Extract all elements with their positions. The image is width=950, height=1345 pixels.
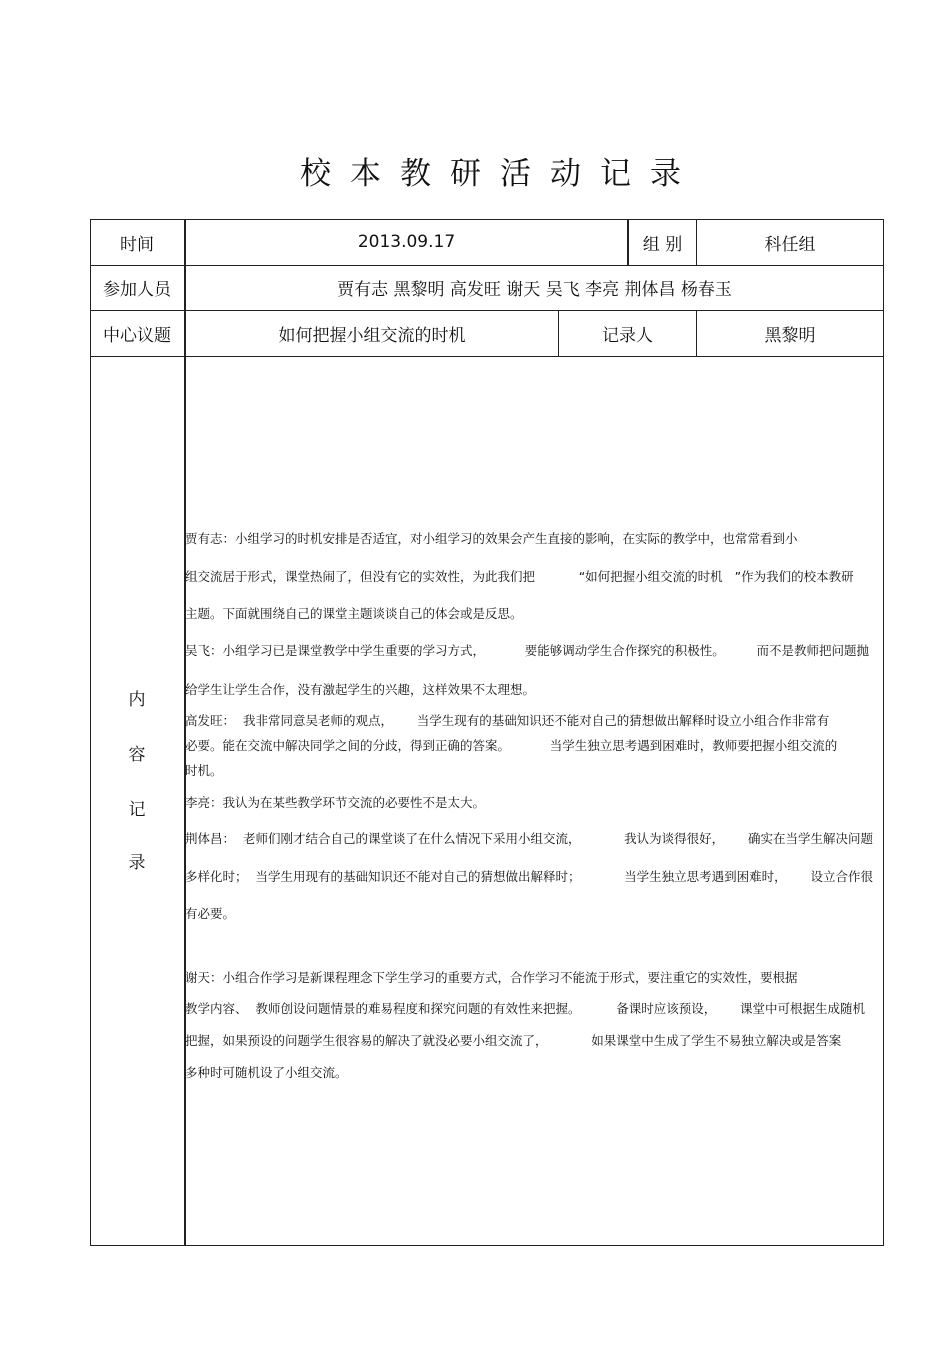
- recorder-value: 黑黎明: [764, 325, 816, 346]
- page-title: 校本教研活动记录: [300, 156, 700, 192]
- record-line: 组交流居于形式，课堂热闹了，但没有它的实效性，为此我们把 “如何把握小组交流的时机 ”作为我们的校本教研: [185, 569, 854, 584]
- record-line: 吴飞：小组学习已是课堂教学中学生重要的学习方式， 要能够调动学生合作探究的积极性。 而不是教师把问题抛: [185, 643, 870, 658]
- record-table: [90, 219, 884, 1246]
- record-line: 必要。能在交流中解决同学之间的分歧，得到正确的答案。 当学生独立思考遇到困难时，教师要把握小组交流的: [185, 738, 838, 753]
- table-border: [90, 1245, 884, 1246]
- record-line: 李亮：我认为在某些教学环节交流的必要性不是太大。: [185, 795, 486, 810]
- record-line: 教学内容、 教师创设问题情景的难易程度和探究问题的有效性来把握。 备课时应该预设， 课堂中可根据生成随机: [185, 1001, 866, 1016]
- recorder-label: 记录人: [602, 325, 653, 346]
- record-line: 多种时可随机设了小组交流。: [185, 1065, 348, 1080]
- topic-label: 中心议题: [103, 325, 171, 346]
- topic-value: 如何把握小组交流的时机: [278, 325, 466, 346]
- record-line: 荆体昌： 老师们刚才结合自己的课堂谈了在什么情况下采用小组交流， 我认为谈得很好， 确实在当学生解决问题: [185, 831, 873, 846]
- content-label-char: 录: [128, 853, 146, 873]
- group-value: 科任组: [764, 234, 816, 255]
- time-value: 2013.09.17: [357, 232, 456, 252]
- table-border: [883, 219, 884, 1246]
- record-line: 有必要。: [185, 906, 236, 921]
- record-line: 时机。: [185, 763, 223, 778]
- record-line: 把握，如果预设的问题学生很容易的解决了就没必要小组交流了， 如果课堂中生成了学生不易独立解决或是答案: [185, 1033, 842, 1048]
- content-label-char: 记: [128, 800, 146, 820]
- participants-value: 贾有志 黑黎明 高发旺 谢天 吴飞 李亮 荆体昌 杨春玉: [337, 280, 732, 300]
- record-line: 给学生让学生合作，没有激起学生的兴趣，这样效果不太理想。: [185, 682, 536, 697]
- content-label-char: 内: [128, 690, 146, 710]
- record-line: 贾有志：小组学习的时机安排是否适宜，对小组学习的效果会产生直接的影响，在实际的教学中，也常常看到小: [185, 531, 798, 546]
- table-border: [90, 219, 91, 1246]
- time-label: 时间: [120, 234, 154, 255]
- column-divider: [184, 219, 186, 1246]
- record-line: 多样化时； 当学生用现有的基础知识还不能对自己的猜想做出解释时； 当学生独立思考遇到困难时， 设立合作很: [185, 869, 873, 884]
- record-line: 谢天：小组合作学习是新课程理念下学生学习的重要方式，合作学习不能流于形式，要注重它的实效性，要根据: [185, 970, 798, 985]
- group-label: 组 别: [642, 234, 683, 255]
- row-divider: [90, 356, 884, 357]
- content-label-char: 容: [128, 745, 146, 765]
- record-line: 高发旺： 我非常同意吴老师的观点， 当学生现有的基础知识还不能对自己的猜想做出解释时设立小组合作非常有: [185, 713, 830, 728]
- record-line: 主题。下面就围绕自己的课堂主题谈谈自己的体会或是反思。: [185, 606, 523, 621]
- participants-label: 参加人员: [103, 280, 171, 300]
